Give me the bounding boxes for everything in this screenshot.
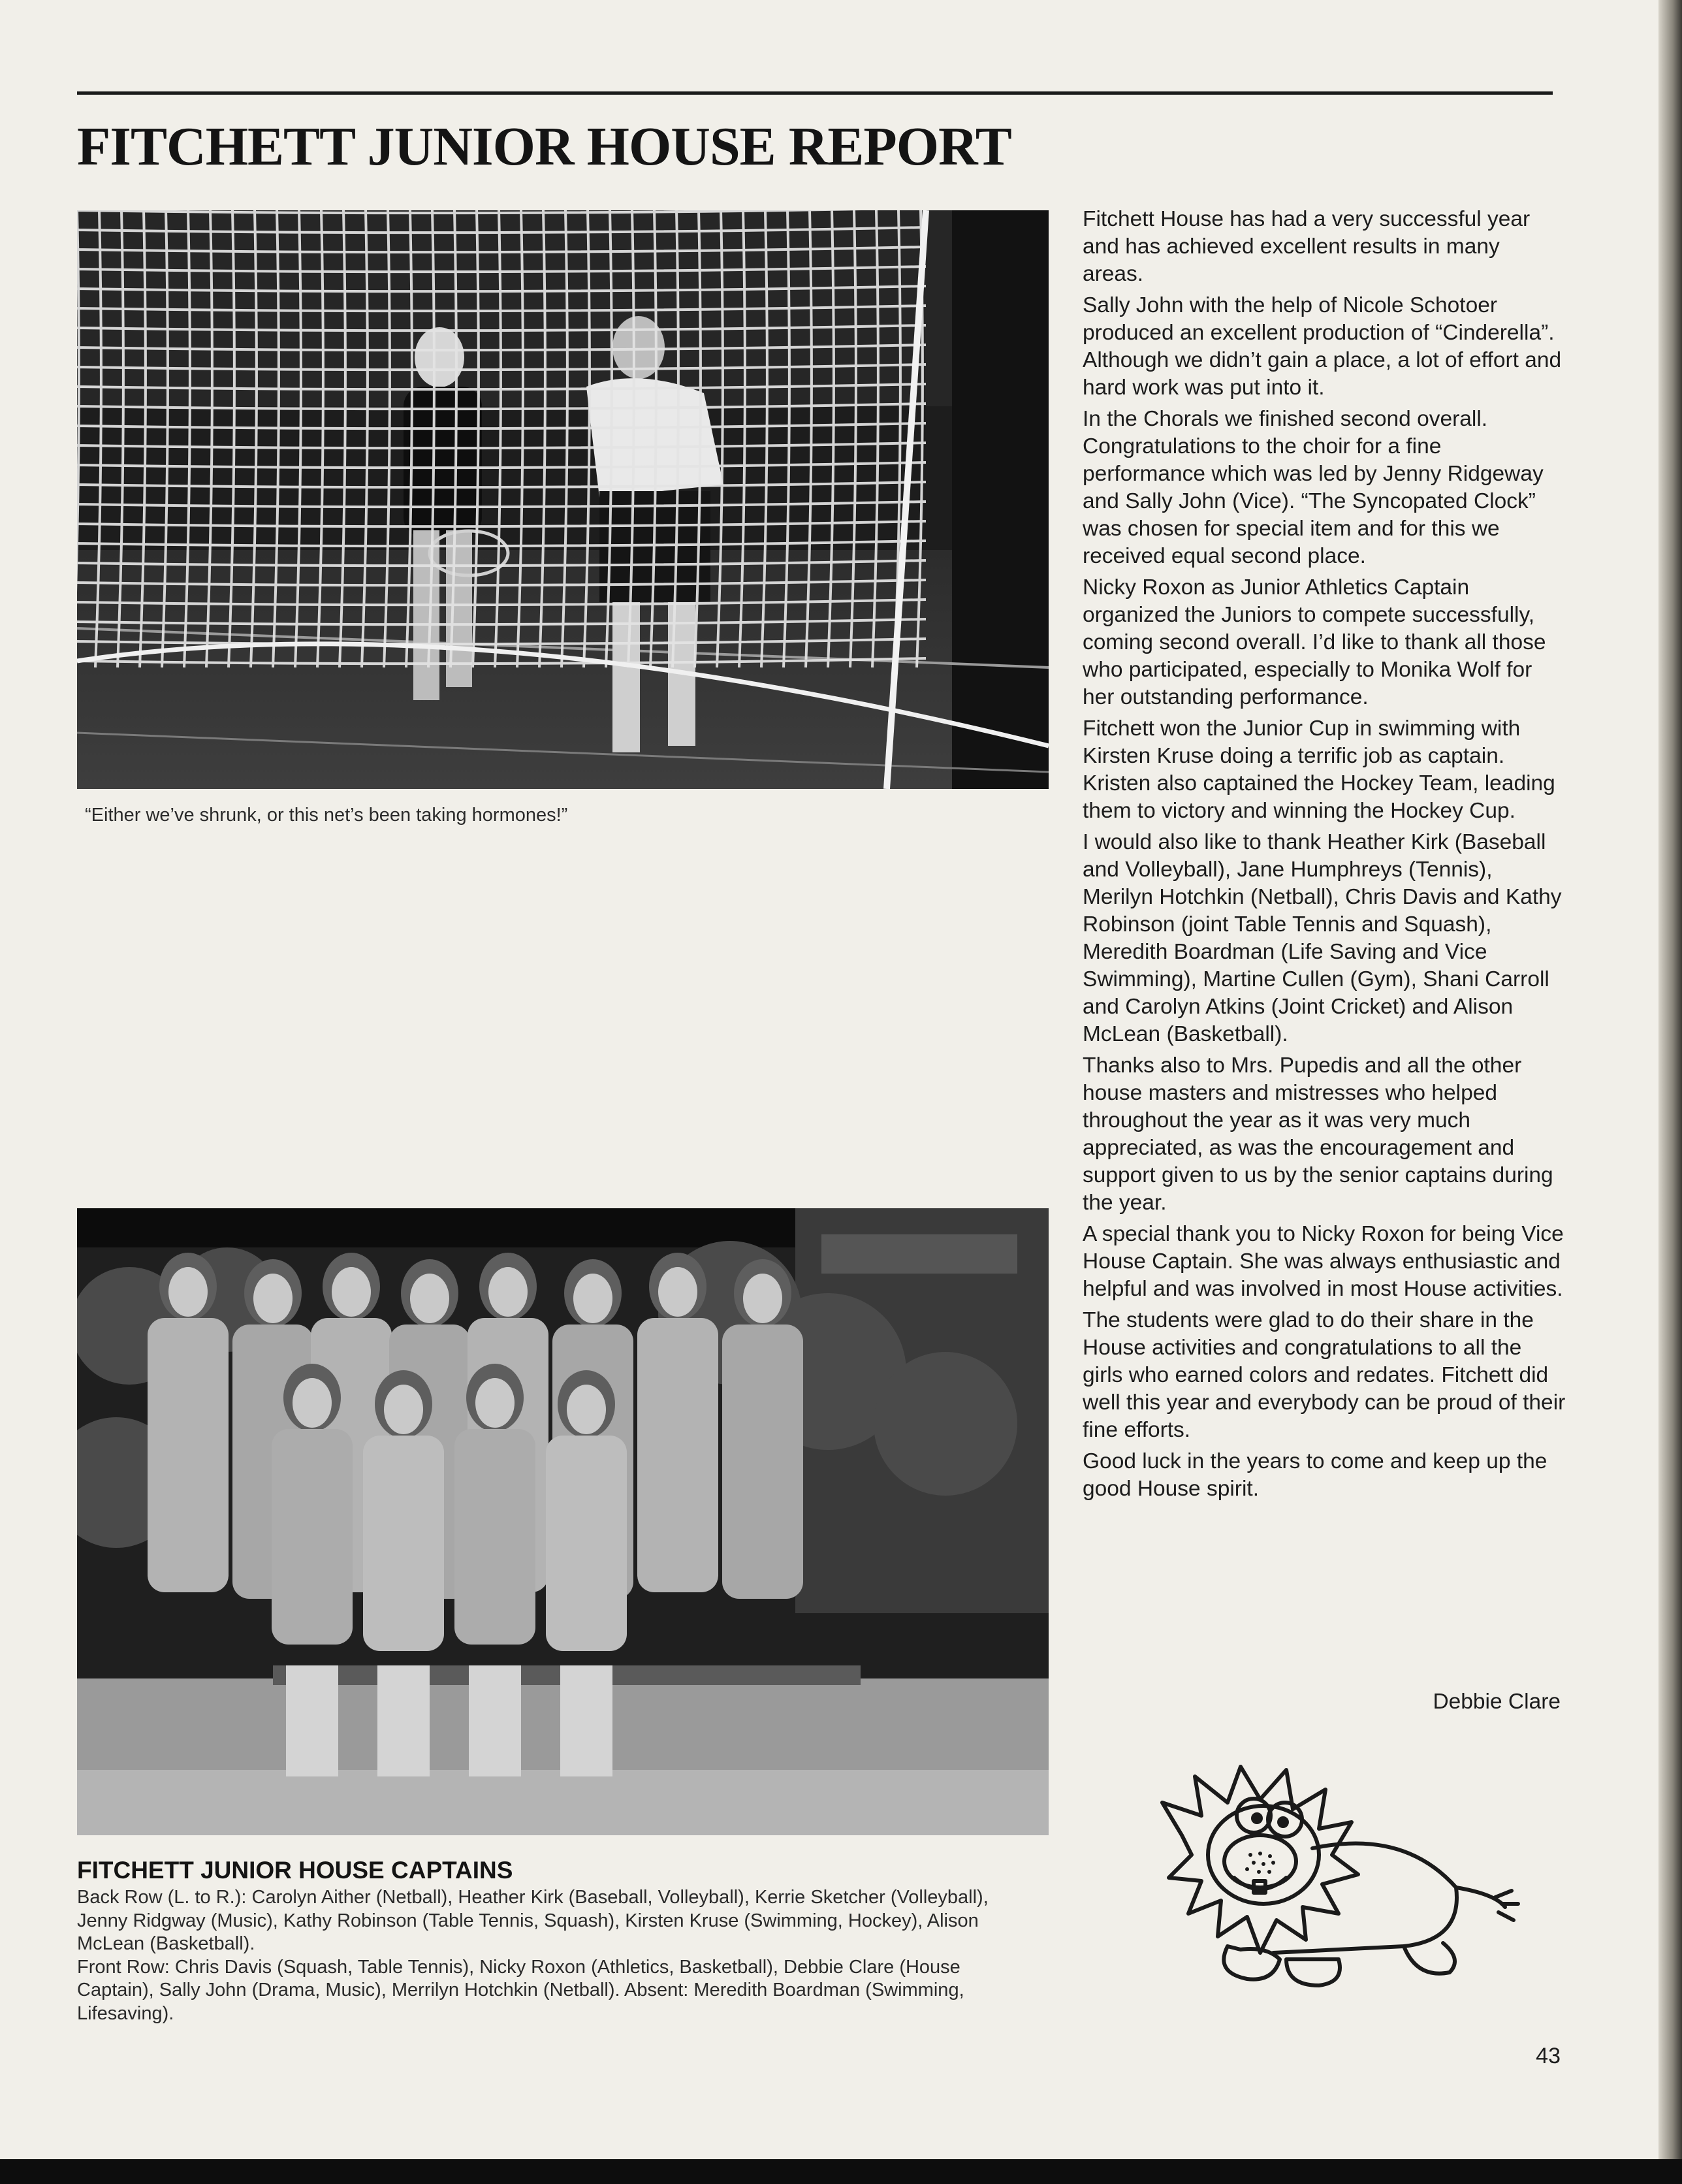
report-article [1083,206,1566,1507]
article-paragraph: Sally John with the help of Nicole Schotoer produced an excellent production of “Cinderella”. Although we didn’t gain a place, a lot of effort and hard work was put into it. [1083,293,1562,400]
photo-house-captains [77,1208,1049,1835]
page-number: 43 [1536,2044,1561,2068]
article-paragraph: Nicky Roxon as Junior Athletics Captain organized the Juniors to compete successfully, coming second overall. I’d like to thank all those who participated, especially to Monika Wolf for her outstanding performance. [1083,575,1546,709]
article-paragraph: A special thank you to Nicky Roxon for being Vice House Captain. She was always enthusiastic and helpful and was involved in most House activities. [1083,1222,1564,1301]
article-paragraph: I would also like to thank Heather Kirk (Baseball and Volleyball), Jane Humphreys (Tennis), Merilyn Hotchkin (Netball), Chris Davis and Kathy Robinson (joint Table Tennis and Squash), Meredith Boardman (Life Saving and Vice Swimming), Martine Cullen (Gym), Shani Carroll and Carolyn Atkins (Joint Cricket) and Alison McLean (Basketball). [1083,830,1562,1046]
lion-cartoon-icon [1156,1763,1521,1999]
article-paragraph: The students were glad to do their share in the House activities and congratulations to all the girls who earned colors and redates. Fitchett did well this year and everybody can be proud of their fine efforts. [1083,1308,1566,1442]
captains-caption [77,1886,1004,2025]
photo-net-caption: “Either we’ve shrunk, or this net’s been taking hormones!” [85,805,568,826]
article-paragraph: Fitchett House has had a very successful year and has achieved excellent results in many areas. [1083,207,1531,286]
header-rule [77,91,1553,95]
photo-badminton-net [77,210,1049,789]
page-title: FITCHETT JUNIOR HOUSE REPORT [77,116,1011,177]
scan-bottom-band [0,2159,1682,2184]
captains-back-row: Back Row (L. to R.): Carolyn Aither (Netball), Heather Kirk (Baseball, Volleyball), Kerrie Sketcher (Volleyball), Jenny Ridgway (Music), Kathy Robinson (Table Tennis, Squash), Kirsten Kruse (Swimming, Hockey), Alison McLean (Basketball). [77,1887,989,1954]
captains-title: FITCHETT JUNIOR HOUSE CAPTAINS [77,1857,513,1884]
article-paragraph: Thanks also to Mrs. Pupedis and all the other house masters and mistresses who helped throughout the year as it was very much appreciated, as was the encouragement and support given to us by the senior captains during the year. [1083,1053,1553,1215]
captains-front-row: Front Row: Chris Davis (Squash, Table Tennis), Nicky Roxon (Athletics, Basketball), Debbie Clare (House Captain), Sally John (Drama, Music), Merrilyn Hotchkin (Netball). Absent: Meredith Boardman (Swimming, Lifesaving). [77,1956,964,2024]
article-paragraph: Good luck in the years to come and keep up the good House spirit. [1083,1449,1547,1501]
article-paragraph: Fitchett won the Junior Cup in swimming with Kirsten Kruse doing a terrific job as captain. Kristen also captained the Hockey Team, leading them to victory and winning the Hockey Cup. [1083,716,1555,823]
article-paragraph: In the Chorals we finished second overall. Congratulations to the choir for a fine performance which was led by Jenny Ridgeway and Sally John (Vice). “The Syncopated Clock” was chosen for special item and for this we received equal second place. [1083,407,1544,568]
article-signature: Debbie Clare [1433,1690,1561,1714]
page-edge-shadow [1658,0,1682,2184]
